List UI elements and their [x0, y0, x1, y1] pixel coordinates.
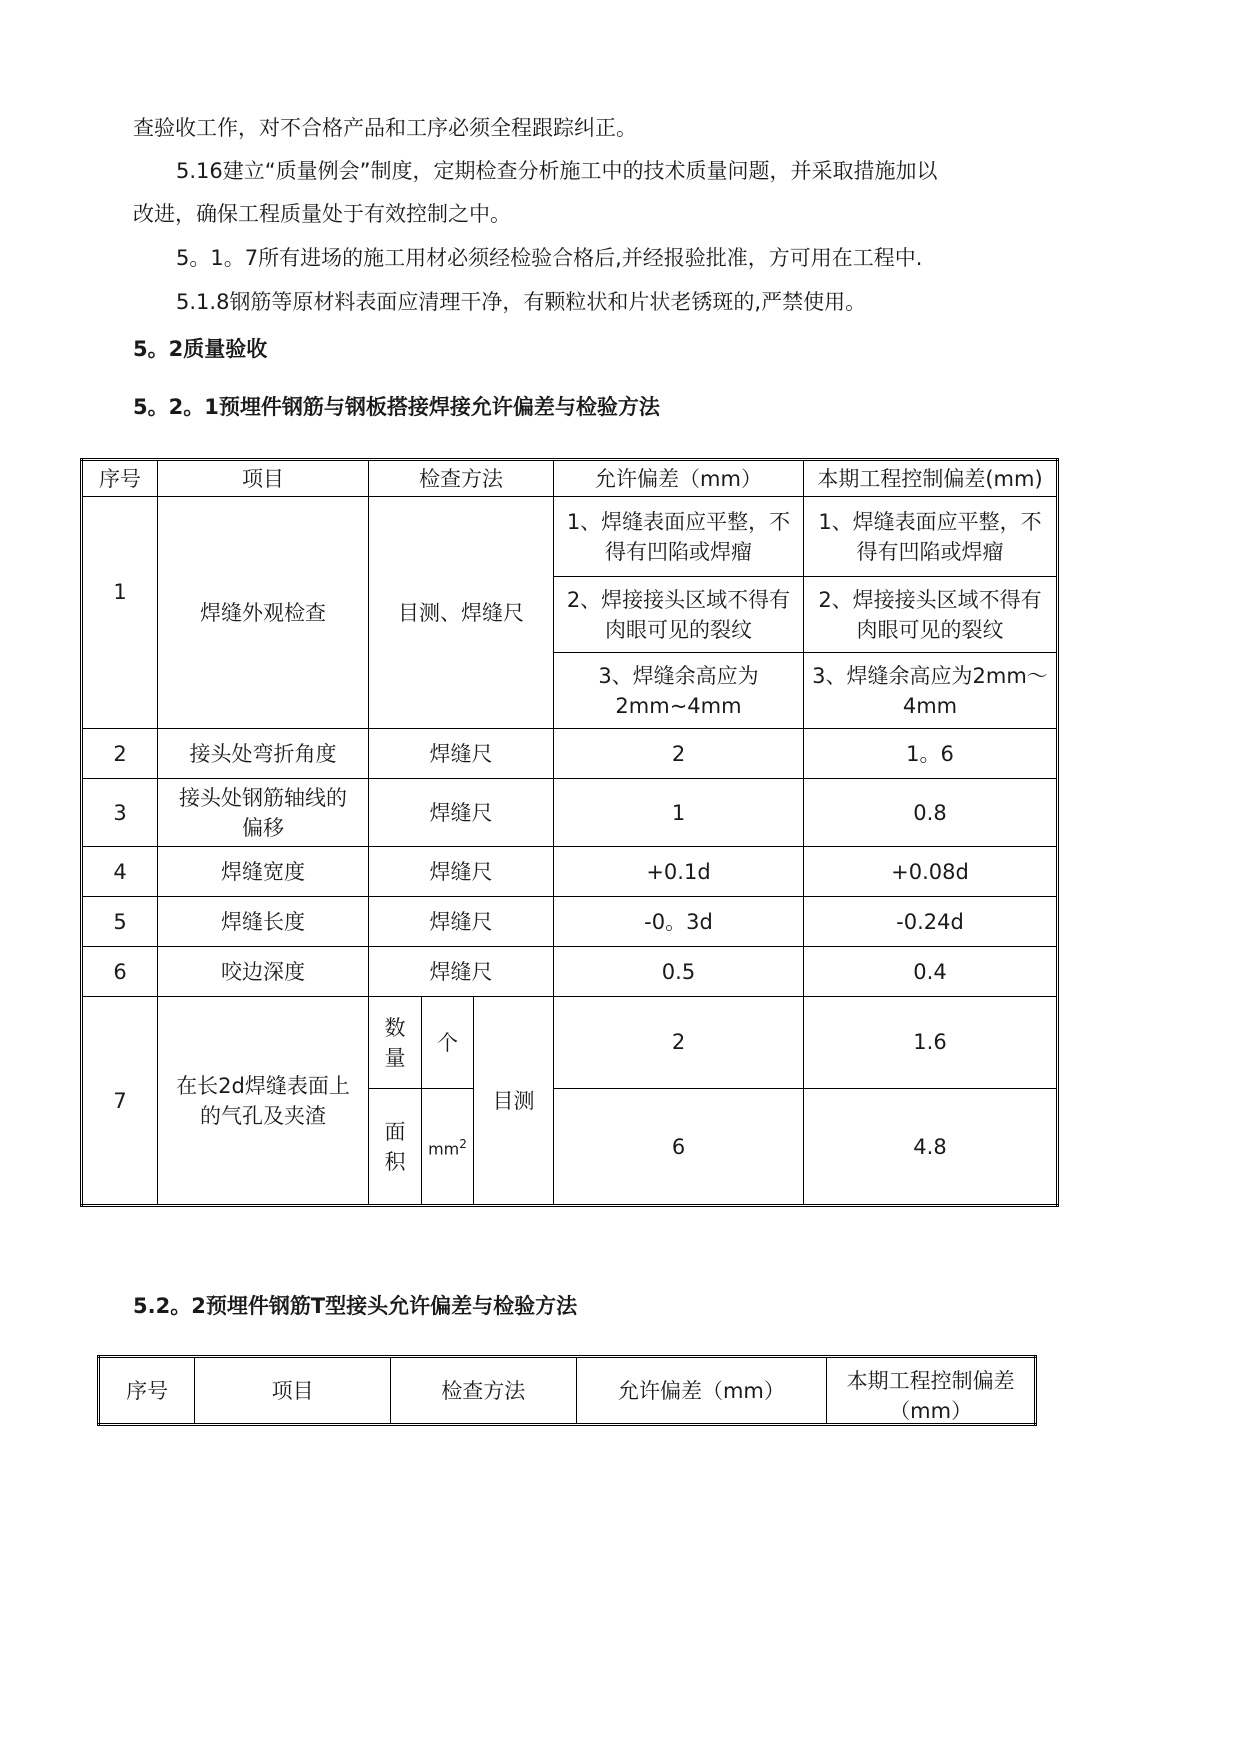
cell-allowed: +0.1d: [554, 847, 804, 897]
cell-no: 6: [82, 947, 158, 997]
cell-line: 2mm~4mm: [615, 693, 742, 718]
cell-line: 得有凹陷或焊瘤: [605, 539, 752, 564]
heading-5-2-1: 5。2。1预埋件钢筋与钢板搭接焊接允许偏差与检验方法: [133, 395, 660, 419]
cell-control: [804, 497, 1058, 577]
cell-allowed: -0。3d: [554, 897, 804, 947]
table-row: [82, 779, 1058, 847]
header-control: [827, 1357, 1036, 1425]
paragraph-5-1-6-line2: 改进，确保工程质量处于有效控制之中。: [133, 202, 511, 226]
cell-no: 1: [82, 497, 158, 729]
cell-method: 焊缝尺: [369, 847, 554, 897]
cell-allowed: [554, 653, 804, 729]
cell-line: 1、焊缝表面应平整，不: [818, 509, 1042, 534]
cell-line: 的气孔及夹渣: [200, 1103, 326, 1128]
cell-no: 4: [82, 847, 158, 897]
header-no: 序号: [82, 460, 158, 497]
unit-text: mm: [428, 1139, 460, 1159]
cell-method: 目测、焊缝尺: [369, 497, 554, 729]
paragraph-5-1-8: 5.1.8钢筋等原材料表面应清理干净，有颗粒状和片状老锈斑的,严禁使用。: [176, 290, 867, 314]
cell-control: +0.08d: [804, 847, 1058, 897]
cell-control: 0.4: [804, 947, 1058, 997]
cell-item: 咬边深度: [158, 947, 369, 997]
cell-no: 3: [82, 779, 158, 847]
cell-line: 量: [384, 1045, 406, 1070]
header-allowed: 允许偏差（mm）: [576, 1357, 827, 1425]
cell-control: [804, 577, 1058, 653]
cell-allowed: 2: [554, 729, 804, 779]
cell-qty-label: [369, 997, 422, 1089]
cell-allowed: 6: [554, 1089, 804, 1206]
cell-no: 5: [82, 897, 158, 947]
table-row: [82, 897, 1058, 947]
paragraph-continuation: 查验收工作，对不合格产品和工序必须全程跟踪纠正。: [133, 116, 637, 140]
header-item: 项目: [158, 460, 369, 497]
cell-line: 偏移: [242, 815, 284, 840]
cell-item: [158, 779, 369, 847]
table-row: [82, 497, 1058, 577]
cell-method: 焊缝尺: [369, 897, 554, 947]
cell-area-label: [369, 1089, 422, 1206]
cell-method: 目测: [474, 997, 554, 1206]
cell-line: 3、焊缝余高应为2mm～: [812, 663, 1048, 688]
cell-line: 接头处钢筋轴线的: [179, 785, 347, 810]
cell-control: 4.8: [804, 1089, 1058, 1206]
cell-line: 2、焊接接头区域不得有: [566, 587, 791, 612]
table-header-row: [99, 1357, 1036, 1425]
cell-qty-unit: 个: [422, 997, 474, 1089]
cell-line: 肉眼可见的裂纹: [856, 617, 1004, 642]
header-no: 序号: [99, 1357, 195, 1425]
cell-allowed: 2: [554, 997, 804, 1089]
cell-line: 4mm: [902, 693, 958, 718]
cell-line: 数: [384, 1015, 406, 1040]
cell-item: 接头处弯折角度: [158, 729, 369, 779]
cell-control: 1。6: [804, 729, 1058, 779]
cell-control: -0.24d: [804, 897, 1058, 947]
heading-5-2: 5。2质量验收: [133, 337, 268, 361]
cell-allowed: 0.5: [554, 947, 804, 997]
cell-control: 0.8: [804, 779, 1058, 847]
cell-control: 1.6: [804, 997, 1058, 1089]
header-control-clip: [831, 1366, 1030, 1422]
cell-line: 1、焊缝表面应平整，不: [566, 509, 791, 534]
cell-item: [158, 997, 369, 1206]
cell-allowed: [554, 577, 804, 653]
table-row: [82, 847, 1058, 897]
unit-superscript: 2: [459, 1136, 467, 1151]
header-control: 本期工程控制偏差(mm): [804, 460, 1058, 497]
cell-line: 面: [384, 1119, 406, 1144]
cell-line: 3、焊缝余高应为: [598, 663, 759, 688]
table-row: [82, 997, 1058, 1089]
table-header-row: [82, 460, 1058, 497]
cell-line: 在长2d焊缝表面上: [176, 1073, 350, 1098]
cell-line: 肉眼可见的裂纹: [605, 617, 752, 642]
cell-allowed: [554, 497, 804, 577]
header-allowed: 允许偏差（mm）: [554, 460, 804, 497]
heading-5-2-2: 5.2。2预埋件钢筋T型接头允许偏差与检验方法: [133, 1294, 578, 1318]
tolerance-table-2: [97, 1355, 1037, 1426]
table-row: [82, 729, 1058, 779]
cell-line: 得有凹陷或焊瘤: [856, 539, 1004, 564]
tolerance-table-1: [80, 458, 1059, 1207]
cell-method: 焊缝尺: [369, 729, 554, 779]
cell-line: 本期工程控制偏差: [846, 1369, 1015, 1393]
paragraph-5-1-7: 5。1。7所有进场的施工用材必须经检验合格后,并经报验批准，方可用在工程中.: [176, 246, 923, 270]
paragraph-5-1-6-line1: 5.16建立“质量例会”制度，定期检查分析施工中的技术质量问题，并采取措施加以: [176, 159, 938, 183]
cell-no: 2: [82, 729, 158, 779]
cell-line: 2、焊接接头区域不得有: [818, 587, 1042, 612]
cell-allowed: 1: [554, 779, 804, 847]
cell-line: （mm）: [889, 1399, 973, 1422]
header-method: 检查方法: [369, 460, 554, 497]
header-method: 检查方法: [390, 1357, 576, 1425]
cell-no: 7: [82, 997, 158, 1206]
header-item: 项目: [195, 1357, 391, 1425]
cell-item: 焊缝宽度: [158, 847, 369, 897]
cell-method: 焊缝尺: [369, 947, 554, 997]
cell-method: 焊缝尺: [369, 779, 554, 847]
cell-item: 焊缝外观检查: [158, 497, 369, 729]
cell-item: 焊缝长度: [158, 897, 369, 947]
table-row: [82, 947, 1058, 997]
cell-control: [804, 653, 1058, 729]
cell-line: 积: [384, 1149, 406, 1174]
cell-area-unit: [422, 1089, 474, 1206]
